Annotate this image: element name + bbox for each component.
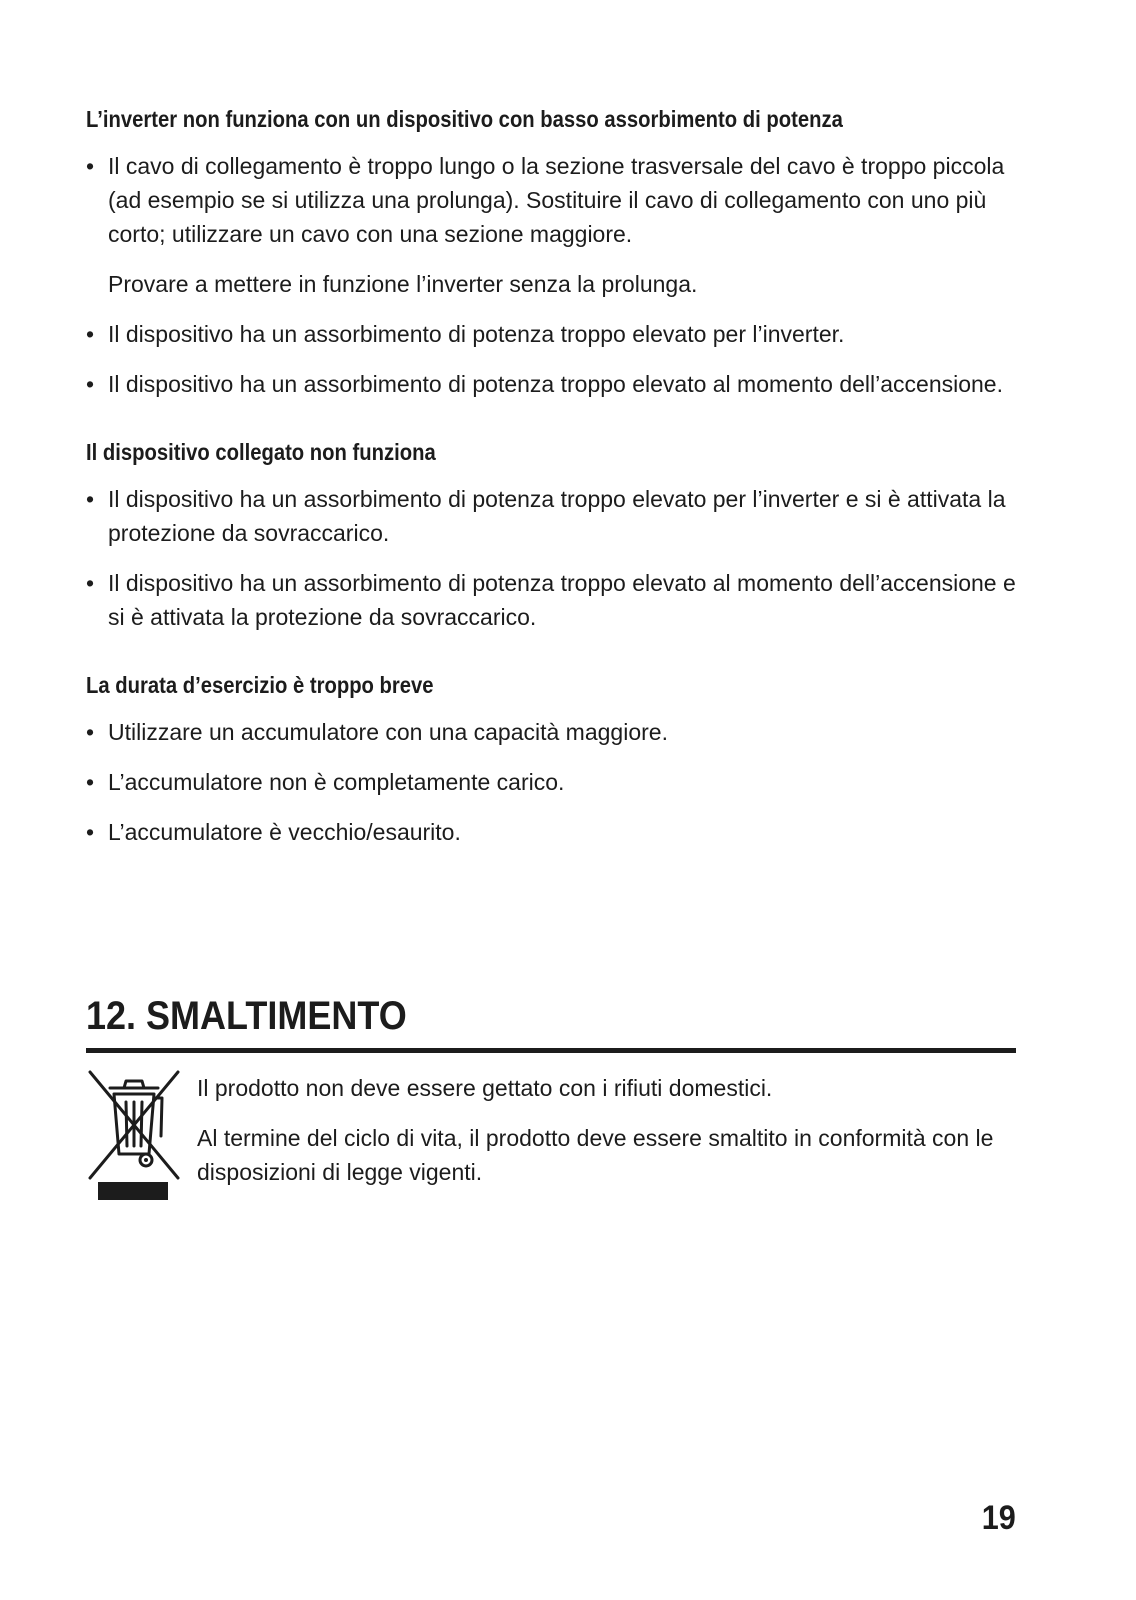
disposal-paragraph: Il prodotto non deve essere gettato con i rifiuti domestici. <box>197 1075 773 1101</box>
bullet-list-device-not-working <box>86 482 1016 634</box>
bullet-mark: • <box>86 153 95 179</box>
disposal-text <box>197 1071 1007 1205</box>
list-item <box>86 367 1016 401</box>
bullet-mark: • <box>86 371 95 397</box>
bullet-mark: • <box>86 321 95 347</box>
bullet-list-low-power-more <box>86 317 1016 401</box>
bullet-mark: • <box>86 819 95 845</box>
list-item-text: L’accumulatore è vecchio/esaurito. <box>108 819 461 845</box>
crossed-out-wheeled-bin-icon <box>86 1068 184 1200</box>
page-number: 19 <box>981 1499 1016 1537</box>
section-heading-low-power: L’inverter non funziona con un dispositivo con basso assorbimento di potenza <box>86 106 843 132</box>
section-spacer <box>86 417 1016 435</box>
section-spacer <box>86 650 1016 668</box>
list-item-text: Il cavo di collegamento è troppo lungo o la sezione trasversale del cavo è troppo piccola (ad esempio se si utilizza una prolunga). Sostituire il cavo di collegamento con uno più corto; utilizzare un cavo con una sezione maggiore. <box>108 153 1005 247</box>
list-item <box>86 566 1016 634</box>
heading-rule <box>86 1048 1016 1053</box>
list-item <box>86 765 1016 799</box>
bullet-mark: • <box>86 719 95 745</box>
section-heading-device-not-working: Il dispositivo collegato non funziona <box>86 439 436 465</box>
list-item <box>86 149 1016 251</box>
disposal-paragraph: Al termine del ciclo di vita, il prodotto deve essere smaltito in conformità con le disposizioni di legge vigenti. <box>197 1125 994 1185</box>
list-item-text: Il dispositivo ha un assorbimento di potenza troppo elevato per l’inverter e si è attivata la protezione da sovraccarico. <box>108 486 1006 546</box>
list-item-text: Il dispositivo ha un assorbimento di potenza troppo elevato per l’inverter. <box>108 321 845 347</box>
list-item-text: Il dispositivo ha un assorbimento di potenza troppo elevato al momento dell’accensione e si è attivata la protezione da sovraccarico. <box>108 570 1016 630</box>
list-item <box>86 715 1016 749</box>
bullet-list-low-power <box>86 149 1016 251</box>
continuation-paragraph: Provare a mettere in funzione l’inverter senza la prolunga. <box>108 271 698 297</box>
section-heading-short-runtime: La durata d’esercizio è troppo breve <box>86 672 434 698</box>
bullet-mark: • <box>86 570 95 596</box>
troubleshooting-content <box>86 102 1016 865</box>
list-item-text: Il dispositivo ha un assorbimento di potenza troppo elevato al momento dell’accensione. <box>108 371 1003 397</box>
list-item <box>86 317 1016 351</box>
chapter-title: 12. SMALTIMENTO <box>86 994 407 1038</box>
bullet-mark: • <box>86 486 95 512</box>
list-item-text: Utilizzare un accumulatore con una capacità maggiore. <box>108 719 668 745</box>
bullet-mark: • <box>86 769 95 795</box>
list-item <box>86 482 1016 550</box>
bullet-list-short-runtime <box>86 715 1016 849</box>
list-item <box>86 815 1016 849</box>
list-item-text: L’accumulatore non è completamente carico. <box>108 769 565 795</box>
